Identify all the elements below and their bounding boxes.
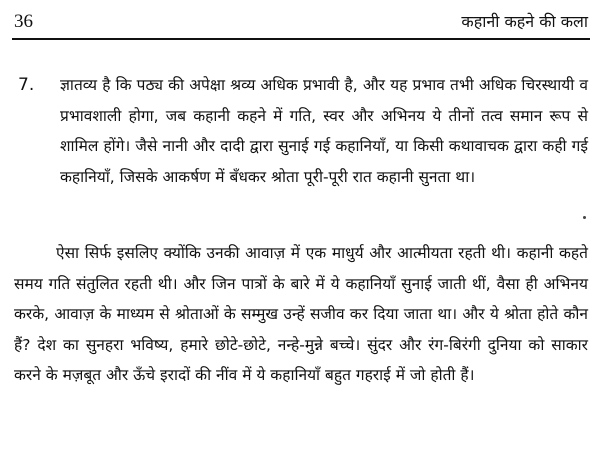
paragraph-one: ज्ञातव्य है कि पठ्य की अपेक्षा श्रव्य अधिक प्रभावी है, और यह प्रभाव तभी अधिक चिरस्थायी व प्रभावशाली होगा, जब कहानी कहने में गति, स्वर और अभिनय ये तीनों तत्व समान रूप से शामिल होंगे। जैसे नानी और दादी द्वारा सुनाई गई कहानियाँ, या किसी कथावाचक द्वारा कही गई कहानियाँ, जिसके आकर्षण में बँधकर श्रोता पूरी-पूरी रात कहानी सुनता था। <box>60 76 588 186</box>
header-rule <box>12 38 590 40</box>
stray-mark <box>583 216 586 219</box>
page-number: 36 <box>14 11 33 32</box>
item-number: 7. <box>18 75 35 95</box>
paragraph-two: ऐसा सिर्फ इसलिए क्योंकि उनकी आवाज़ में एक माधुर्य और आत्मीयता रहती थी। कहानी कहते समय गति संतुलित रहती थी। और जिन पात्रों के बारे में ये कहानियाँ सुनाई जाती थीं, वैसा ही अभिनय करके, आवाज़ के माध्यम से श्रोताओं के सम्मुख उन्हें सजीव कर दिया जाता था। और ये श्रोता होते कौन हैं? देश का सुनहरा भविष्य, हमारे छोटे-छोटे, नन्हे-मुन्ने बच्चे। सुंदर और रंग-बिरंगी दुनिया को साकार करने के मज़बूत और ऊँचे इरादों की नींव में ये कहानियाँ बहुत गहराई में जो होती हैं। <box>14 244 588 384</box>
running-title: कहानी कहने की कला <box>461 12 588 31</box>
